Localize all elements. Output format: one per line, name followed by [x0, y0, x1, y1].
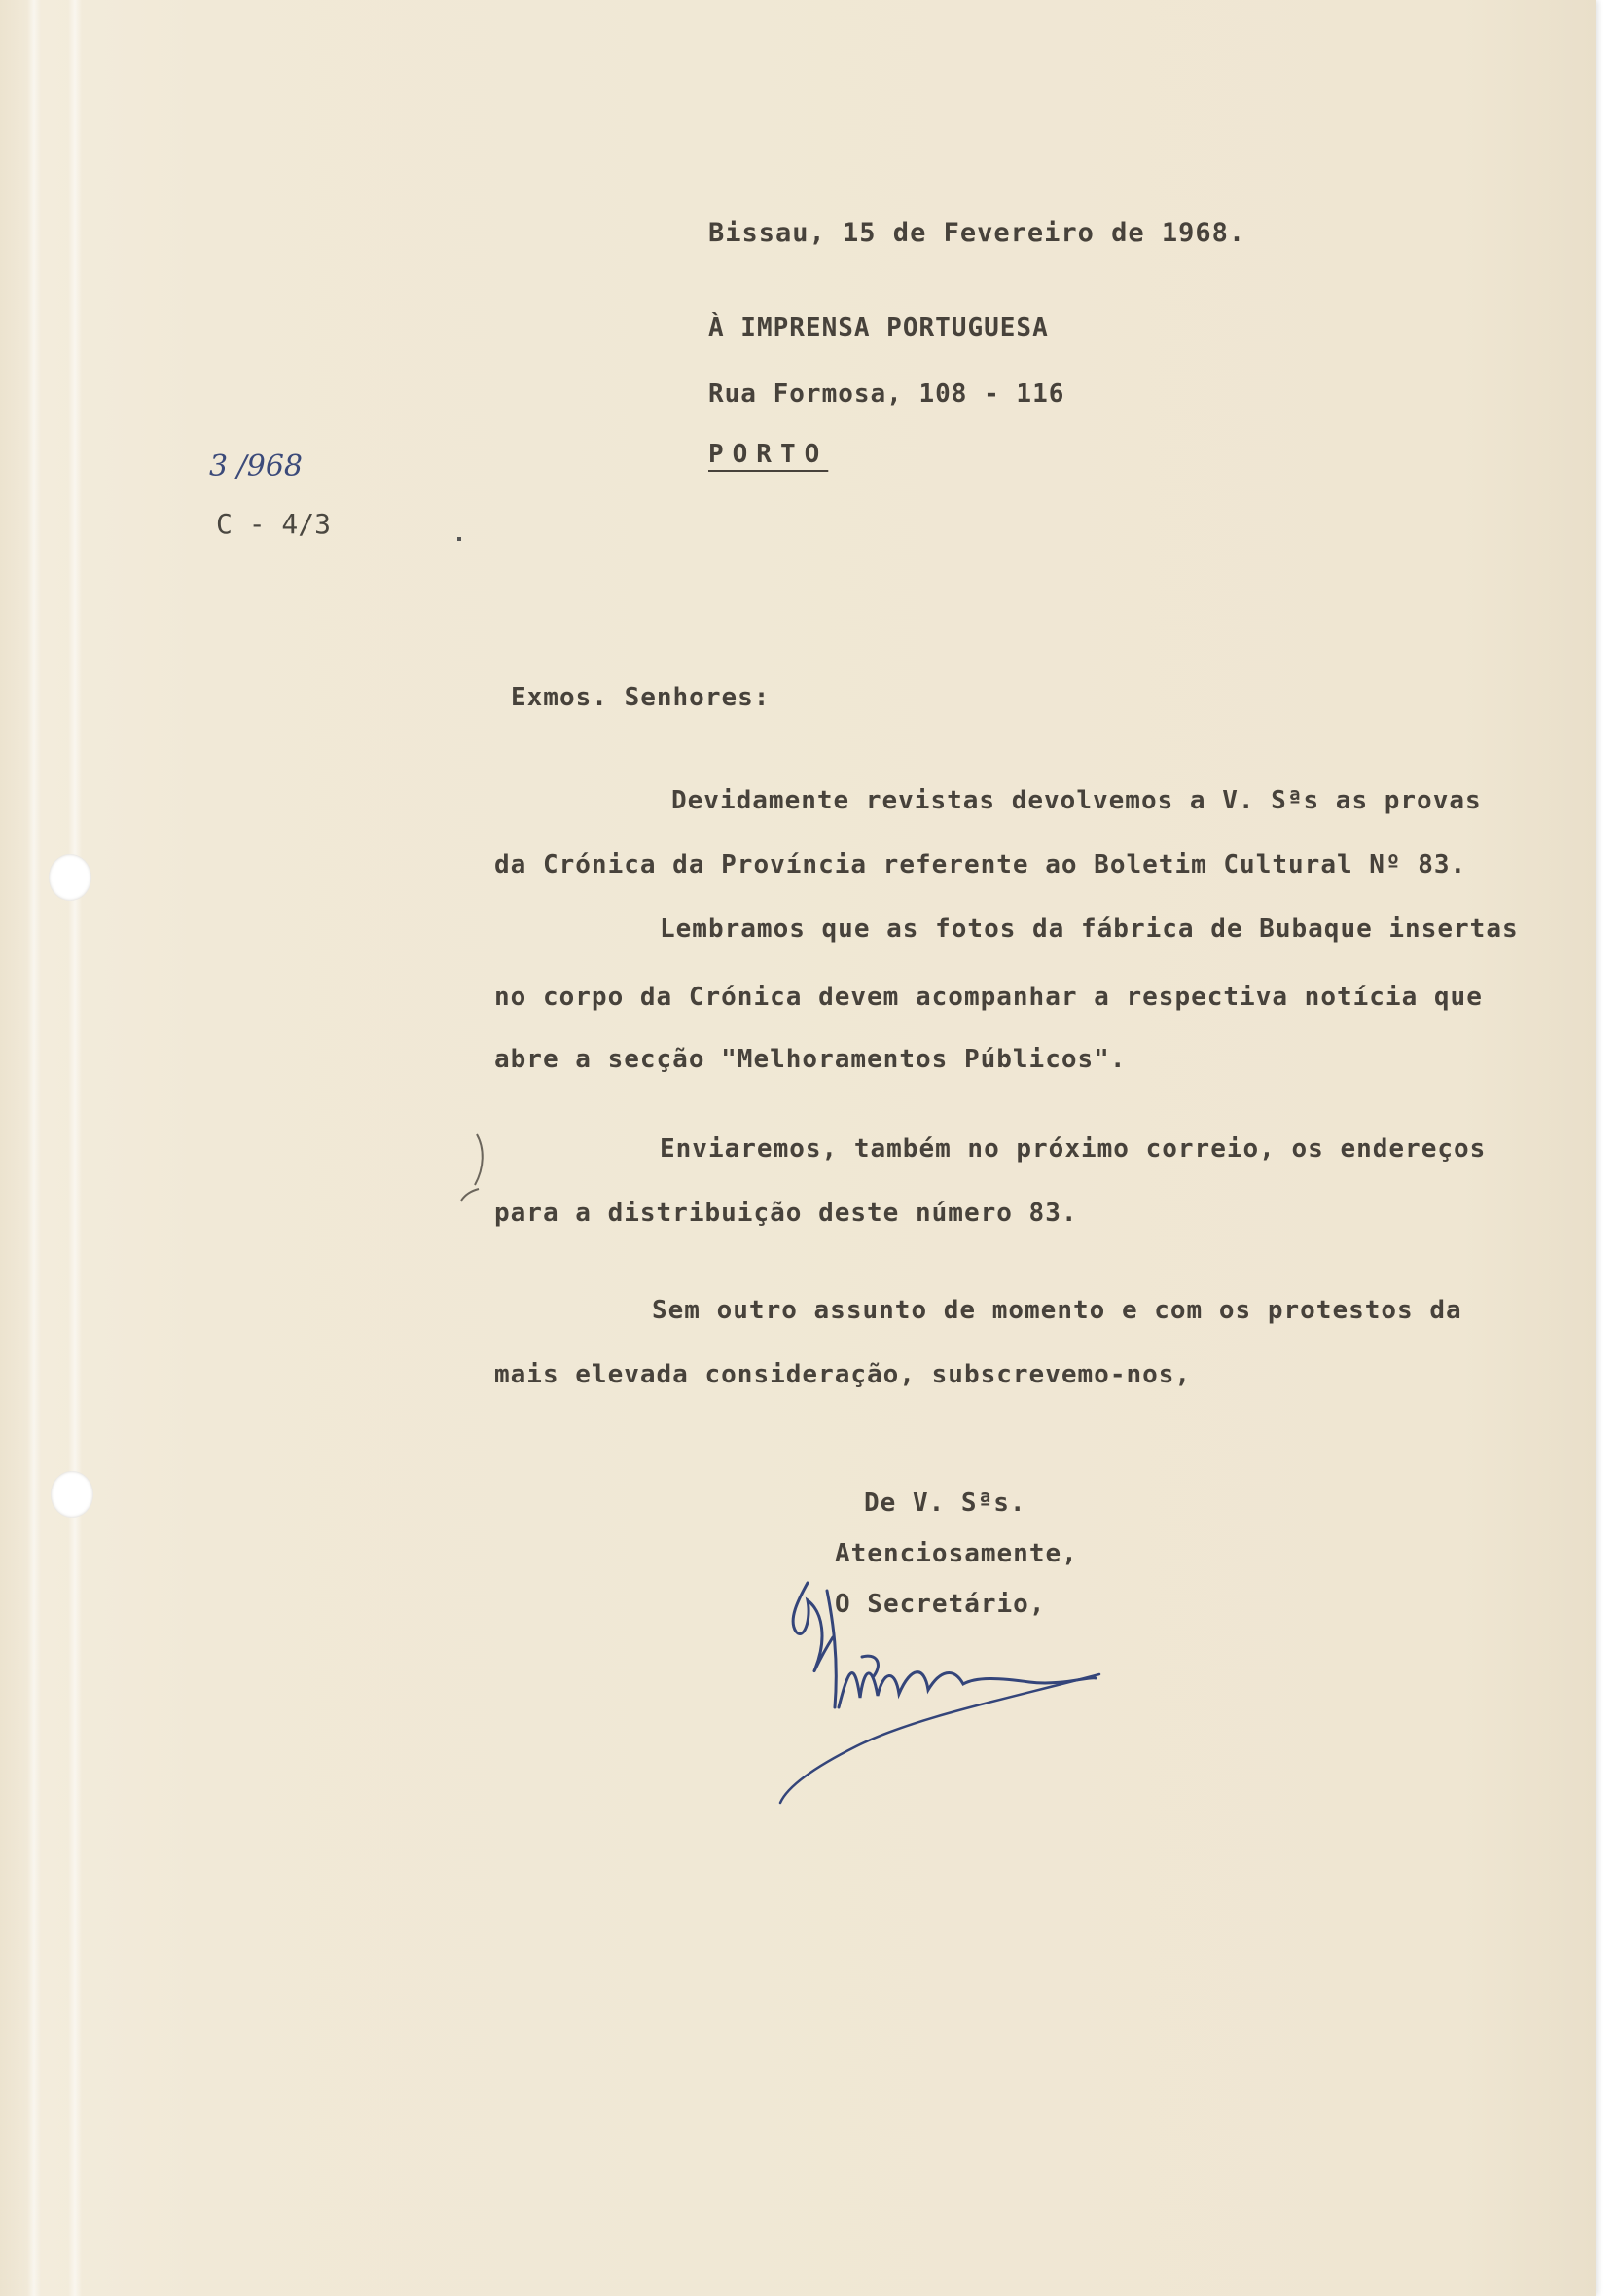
pencil-bracket-mark — [455, 1129, 504, 1206]
punch-hole — [51, 1471, 93, 1518]
paper-fold-strip — [27, 0, 41, 2296]
body-line: da Crónica da Província referente ao Boletim Cultural Nº 83. — [494, 850, 1467, 879]
body-line: abre a secção "Melhoramentos Públicos". — [494, 1045, 1127, 1074]
signature-scrawl — [769, 1561, 1119, 1814]
body-line: Lembramos que as fotos da fábrica de Bubaque insertas — [660, 915, 1519, 944]
recipient-name: À IMPRENSA PORTUGUESA — [708, 313, 1049, 342]
body-line: mais elevada consideração, subscrevemo-nos, — [494, 1360, 1192, 1389]
body-line: Devidamente revistas devolvemos a V. Sªs as provas — [671, 786, 1482, 815]
recipient-city: PORTO — [708, 440, 829, 469]
reference-code: C - 4/3 — [216, 508, 332, 540]
body-line: no corpo da Crónica devem acompanhar a respectiva notícia que — [494, 983, 1483, 1012]
ink-dot — [457, 537, 461, 541]
body-line: para a distribuição deste número 83. — [494, 1199, 1078, 1228]
punch-hole — [49, 854, 91, 901]
body-line: Sem outro assunto de momento e com os protestos da — [652, 1296, 1462, 1325]
salutation: Exmos. Senhores: — [511, 683, 771, 712]
closing-line: O Secretário, — [835, 1590, 1046, 1619]
reference-number: 3 /968 — [209, 449, 303, 484]
recipient-street: Rua Formosa, 108 - 116 — [708, 379, 1065, 409]
date-line: Bissau, 15 de Fevereiro de 1968. — [708, 218, 1246, 248]
closing-line: De V. Sªs. — [864, 1489, 1026, 1518]
body-line: Enviaremos, também no próximo correio, os endereços — [660, 1134, 1487, 1164]
paper-fold-strip — [68, 0, 82, 2296]
closing-line: Atenciosamente, — [835, 1539, 1078, 1568]
